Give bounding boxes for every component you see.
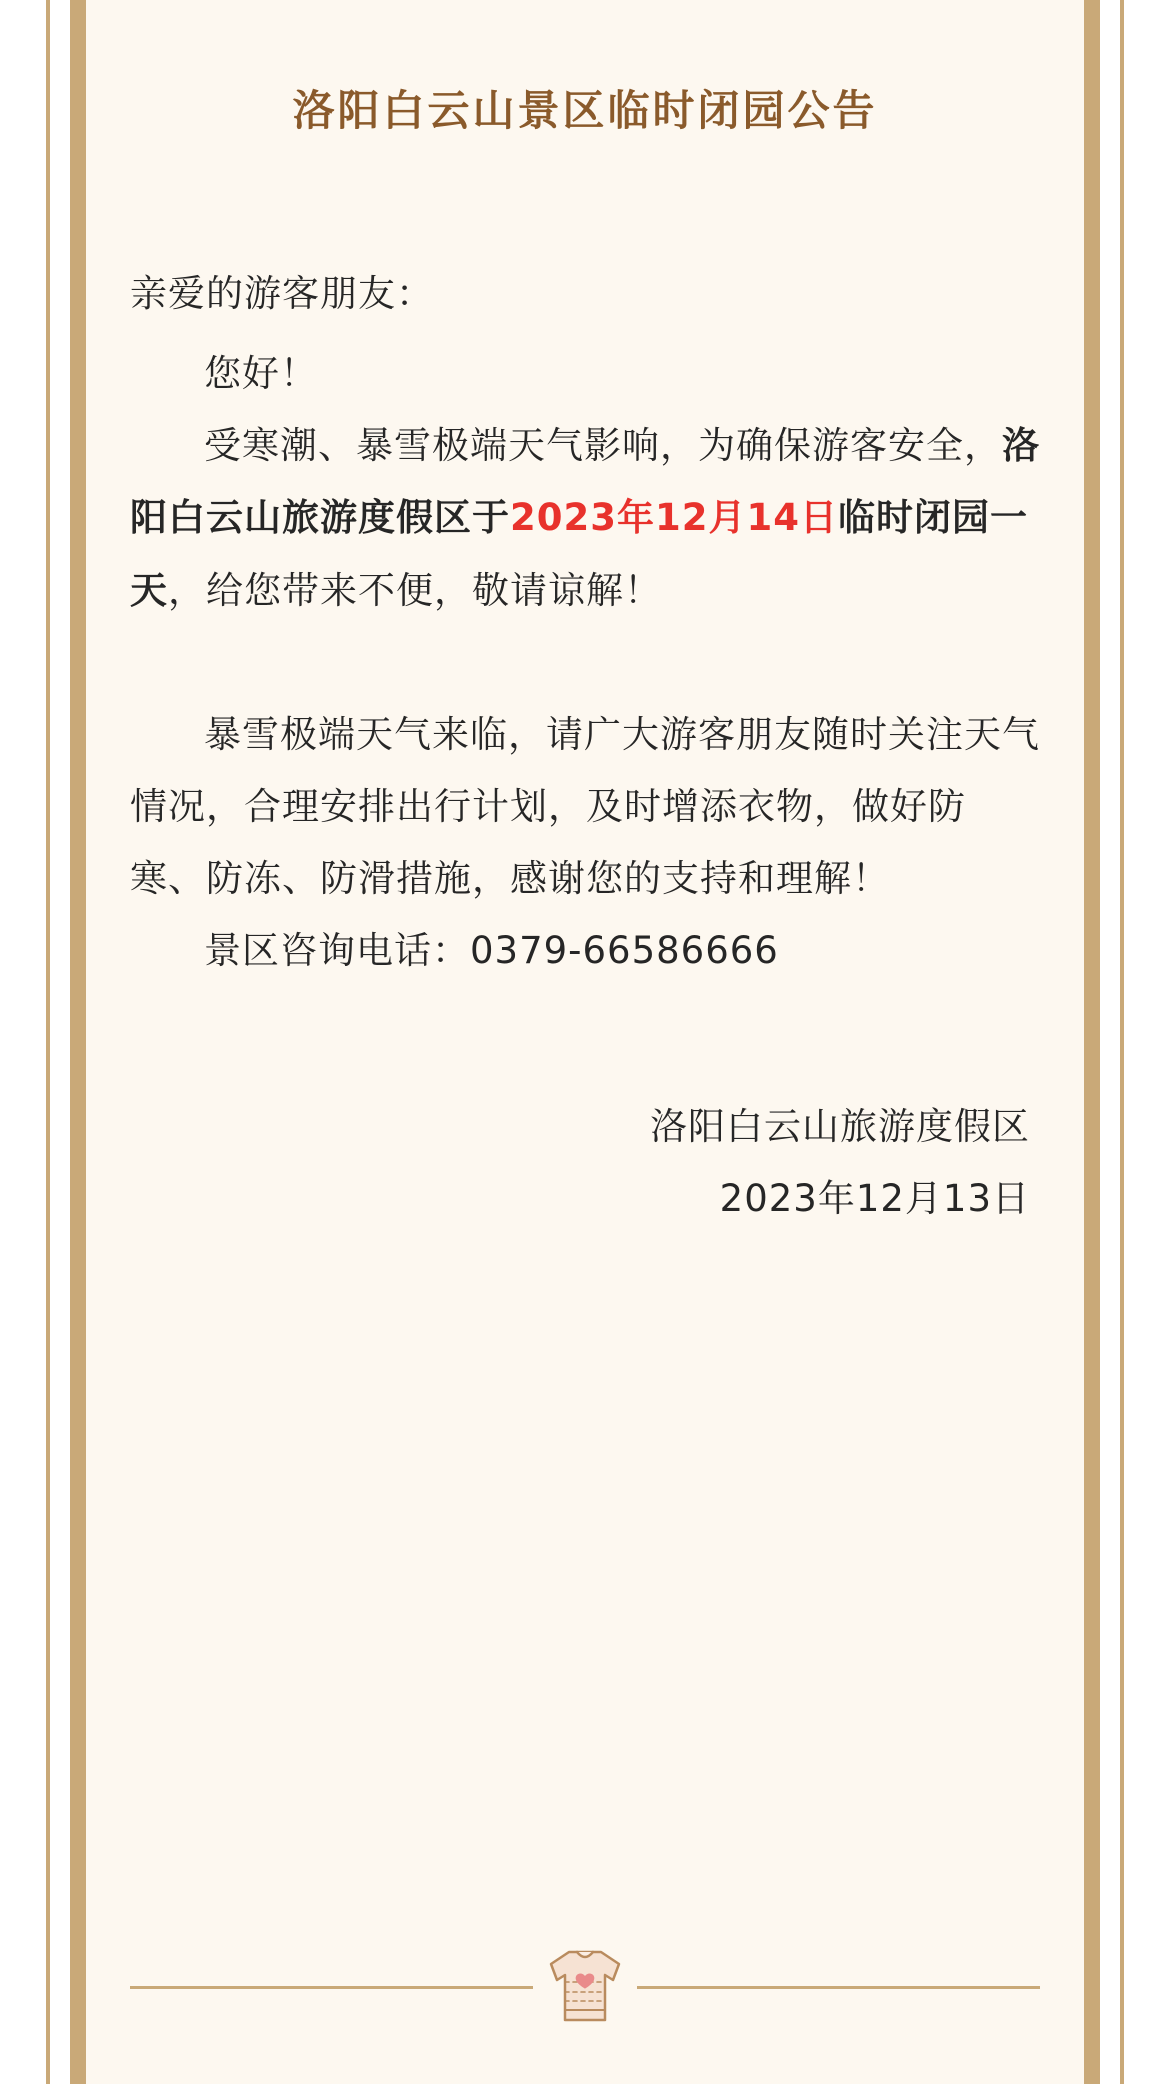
closure-date: 2023年12月14日 [510,496,838,540]
closure-paragraph [130,410,1040,626]
salutation-line: 亲爱的游客朋友： [130,272,434,315]
page-title: 洛阳白云山景区临时闭园公告 [292,86,878,135]
paragraph-spacer [130,627,1040,699]
frame-band-right-thick [1084,0,1100,2084]
poster-content [86,0,1084,2084]
frame-band-left-thick [70,0,86,2084]
closure-resort-name: 洛阳白云山旅游度假区于 [130,424,1040,540]
signature-date: 2023年12月13日 [719,1177,1030,1221]
signature-organization: 洛阳白云山旅游度假区 [650,1105,1030,1149]
sweater-icon [533,1938,637,2034]
closure-text-tail: ，给您带来不便，敬请谅解！ [168,568,662,612]
closure-duration: 临时闭园一天 [130,496,1028,612]
poster-footer [130,1938,1040,2028]
closure-text-lead: 受寒潮、暴雪极端天气影响，为确保游客安全， [204,424,1002,468]
frame-band-right-thin [1120,0,1124,2084]
weather-advice-paragraph: 暴雪极端天气来临，请广大游客朋友随时关注天气情况，合理安排出行计划，及时增添衣物，做好防寒、防冻、防滑措施，感谢您的支持和理解！ [130,712,1040,900]
announcement-body [130,258,1040,987]
contact-phone-line: 景区咨询电话：0379-66586666 [204,929,779,973]
frame-band-left-thin [46,0,50,2084]
greeting-line: 您好！ [204,352,318,396]
signature-block [130,1091,1040,1235]
